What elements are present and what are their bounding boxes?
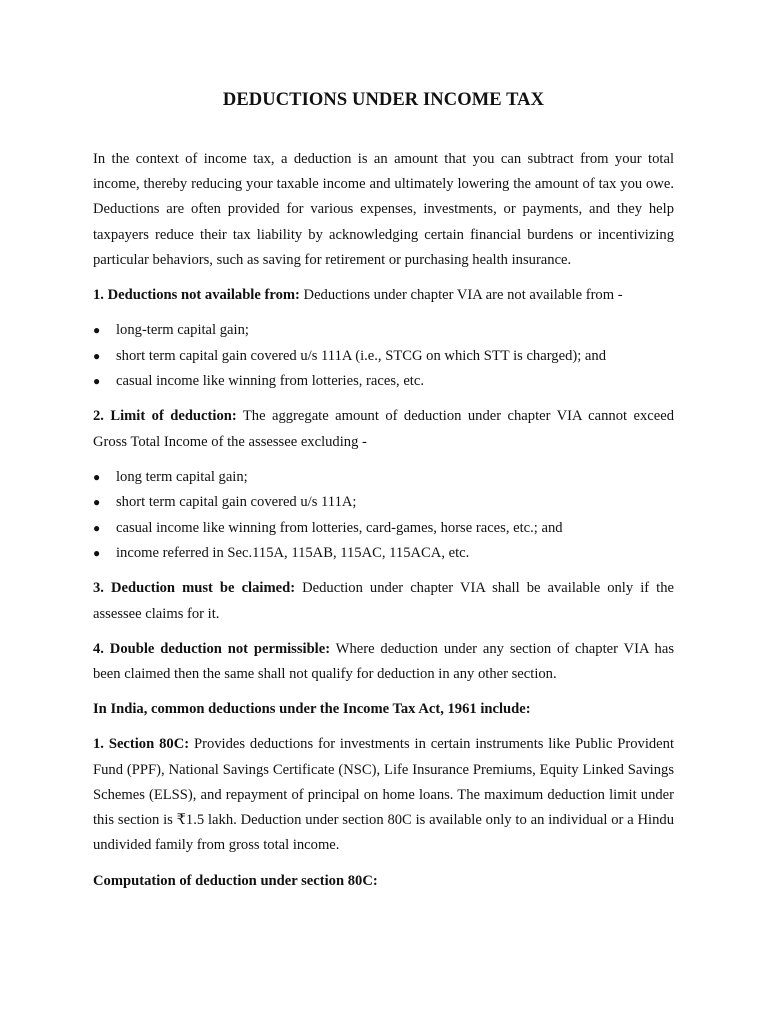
- bullet-icon: ●: [93, 469, 101, 484]
- bullet-icon: ●: [93, 495, 101, 510]
- bullet-icon: ●: [93, 546, 101, 561]
- section-2-text: The aggregate amount of deduction under chapter VIA cannot exceed Gross Total Income of the assessee excluding -: [93, 408, 674, 450]
- section-80c-text: Provides deductions for investments in certain instruments like Public Provident Fund (PPF), National Savings Certificate (NSC), Life Insurance Premiums, Equity Linked Savings Schemes (ELSS), and repayment of principal on home loans. The maximum deduction limit under this section is ₹1.5 lakh. Deduction under section 80C is available only to an individual or a Hindu undivided family from gross total income.: [93, 736, 674, 854]
- list-item: [93, 465, 674, 490]
- intro-paragraph: In the context of income tax, a deduction is an amount that you can subtract from your total income, thereby reducing your taxable income and ultimately lowering the amount of tax you owe. Deductions are often provided for various expenses, investments, or payments, and they help taxpayers reduce their tax liability by acknowledging certain financial burdens or incentivizing particular behaviors, such as saving for retirement or purchasing health insurance.: [93, 151, 674, 268]
- section-1-list: [93, 318, 674, 394]
- bullet-icon: ●: [93, 520, 101, 535]
- document-title: DEDUCTIONS UNDER INCOME TAX: [222, 90, 545, 110]
- list-item-text: short term capital gain covered u/s 111A;: [116, 494, 357, 511]
- list-item-text: casual income like winning from lotteries, card-games, horse races, etc.; and: [116, 519, 563, 536]
- list-item-text: casual income like winning from lotteries, races, etc.: [116, 373, 424, 390]
- list-item-text: long-term capital gain;: [116, 322, 249, 339]
- list-item-text: short term capital gain covered u/s 111A (i.e., STCG on which STT is charged); and: [116, 347, 607, 364]
- section-4-paragraph: [93, 637, 674, 687]
- section-4-text: Where deduction under any section of chapter VIA has been claimed then the same shall not qualify for deduction in any other section.: [93, 640, 675, 683]
- section-80c-paragraph: [93, 732, 674, 858]
- document-page: [93, 86, 674, 904]
- section-3-label: 3. Deduction must be claimed:: [93, 580, 296, 597]
- common-deductions-heading: In India, common deductions under the Income Tax Act, 1961 include:: [93, 701, 531, 718]
- list-item: [93, 490, 674, 515]
- section-1-paragraph: [93, 283, 674, 308]
- computation-heading: Computation of deduction under section 80C:: [93, 872, 378, 889]
- bullet-icon: ●: [93, 348, 101, 363]
- list-item-text: income referred in Sec.115A, 115AB, 115AC, 115ACA, etc.: [116, 545, 470, 562]
- list-item: [93, 369, 674, 394]
- section-3-paragraph: [93, 576, 674, 626]
- section-3-text: Deduction under chapter VIA shall be available only if the assessee claims for it.: [93, 580, 674, 622]
- list-item: [93, 344, 674, 369]
- section-4-label: 4. Double deduction not permissible:: [93, 640, 331, 657]
- section-2-paragraph: [93, 404, 674, 454]
- section-80c-label: 1. Section 80C:: [93, 736, 190, 753]
- list-item: [93, 516, 674, 541]
- section-2-label: 2. Limit of deduction:: [93, 408, 237, 425]
- list-item: [93, 541, 674, 566]
- section-1-text: Deductions under chapter VIA are not available from -: [299, 287, 623, 304]
- section-2-list: [93, 465, 674, 567]
- bullet-icon: ●: [93, 374, 101, 389]
- list-item-text: long term capital gain;: [116, 468, 248, 485]
- list-item: [93, 318, 674, 343]
- bullet-icon: ●: [93, 323, 101, 338]
- section-1-label: 1. Deductions not available from:: [93, 287, 300, 304]
